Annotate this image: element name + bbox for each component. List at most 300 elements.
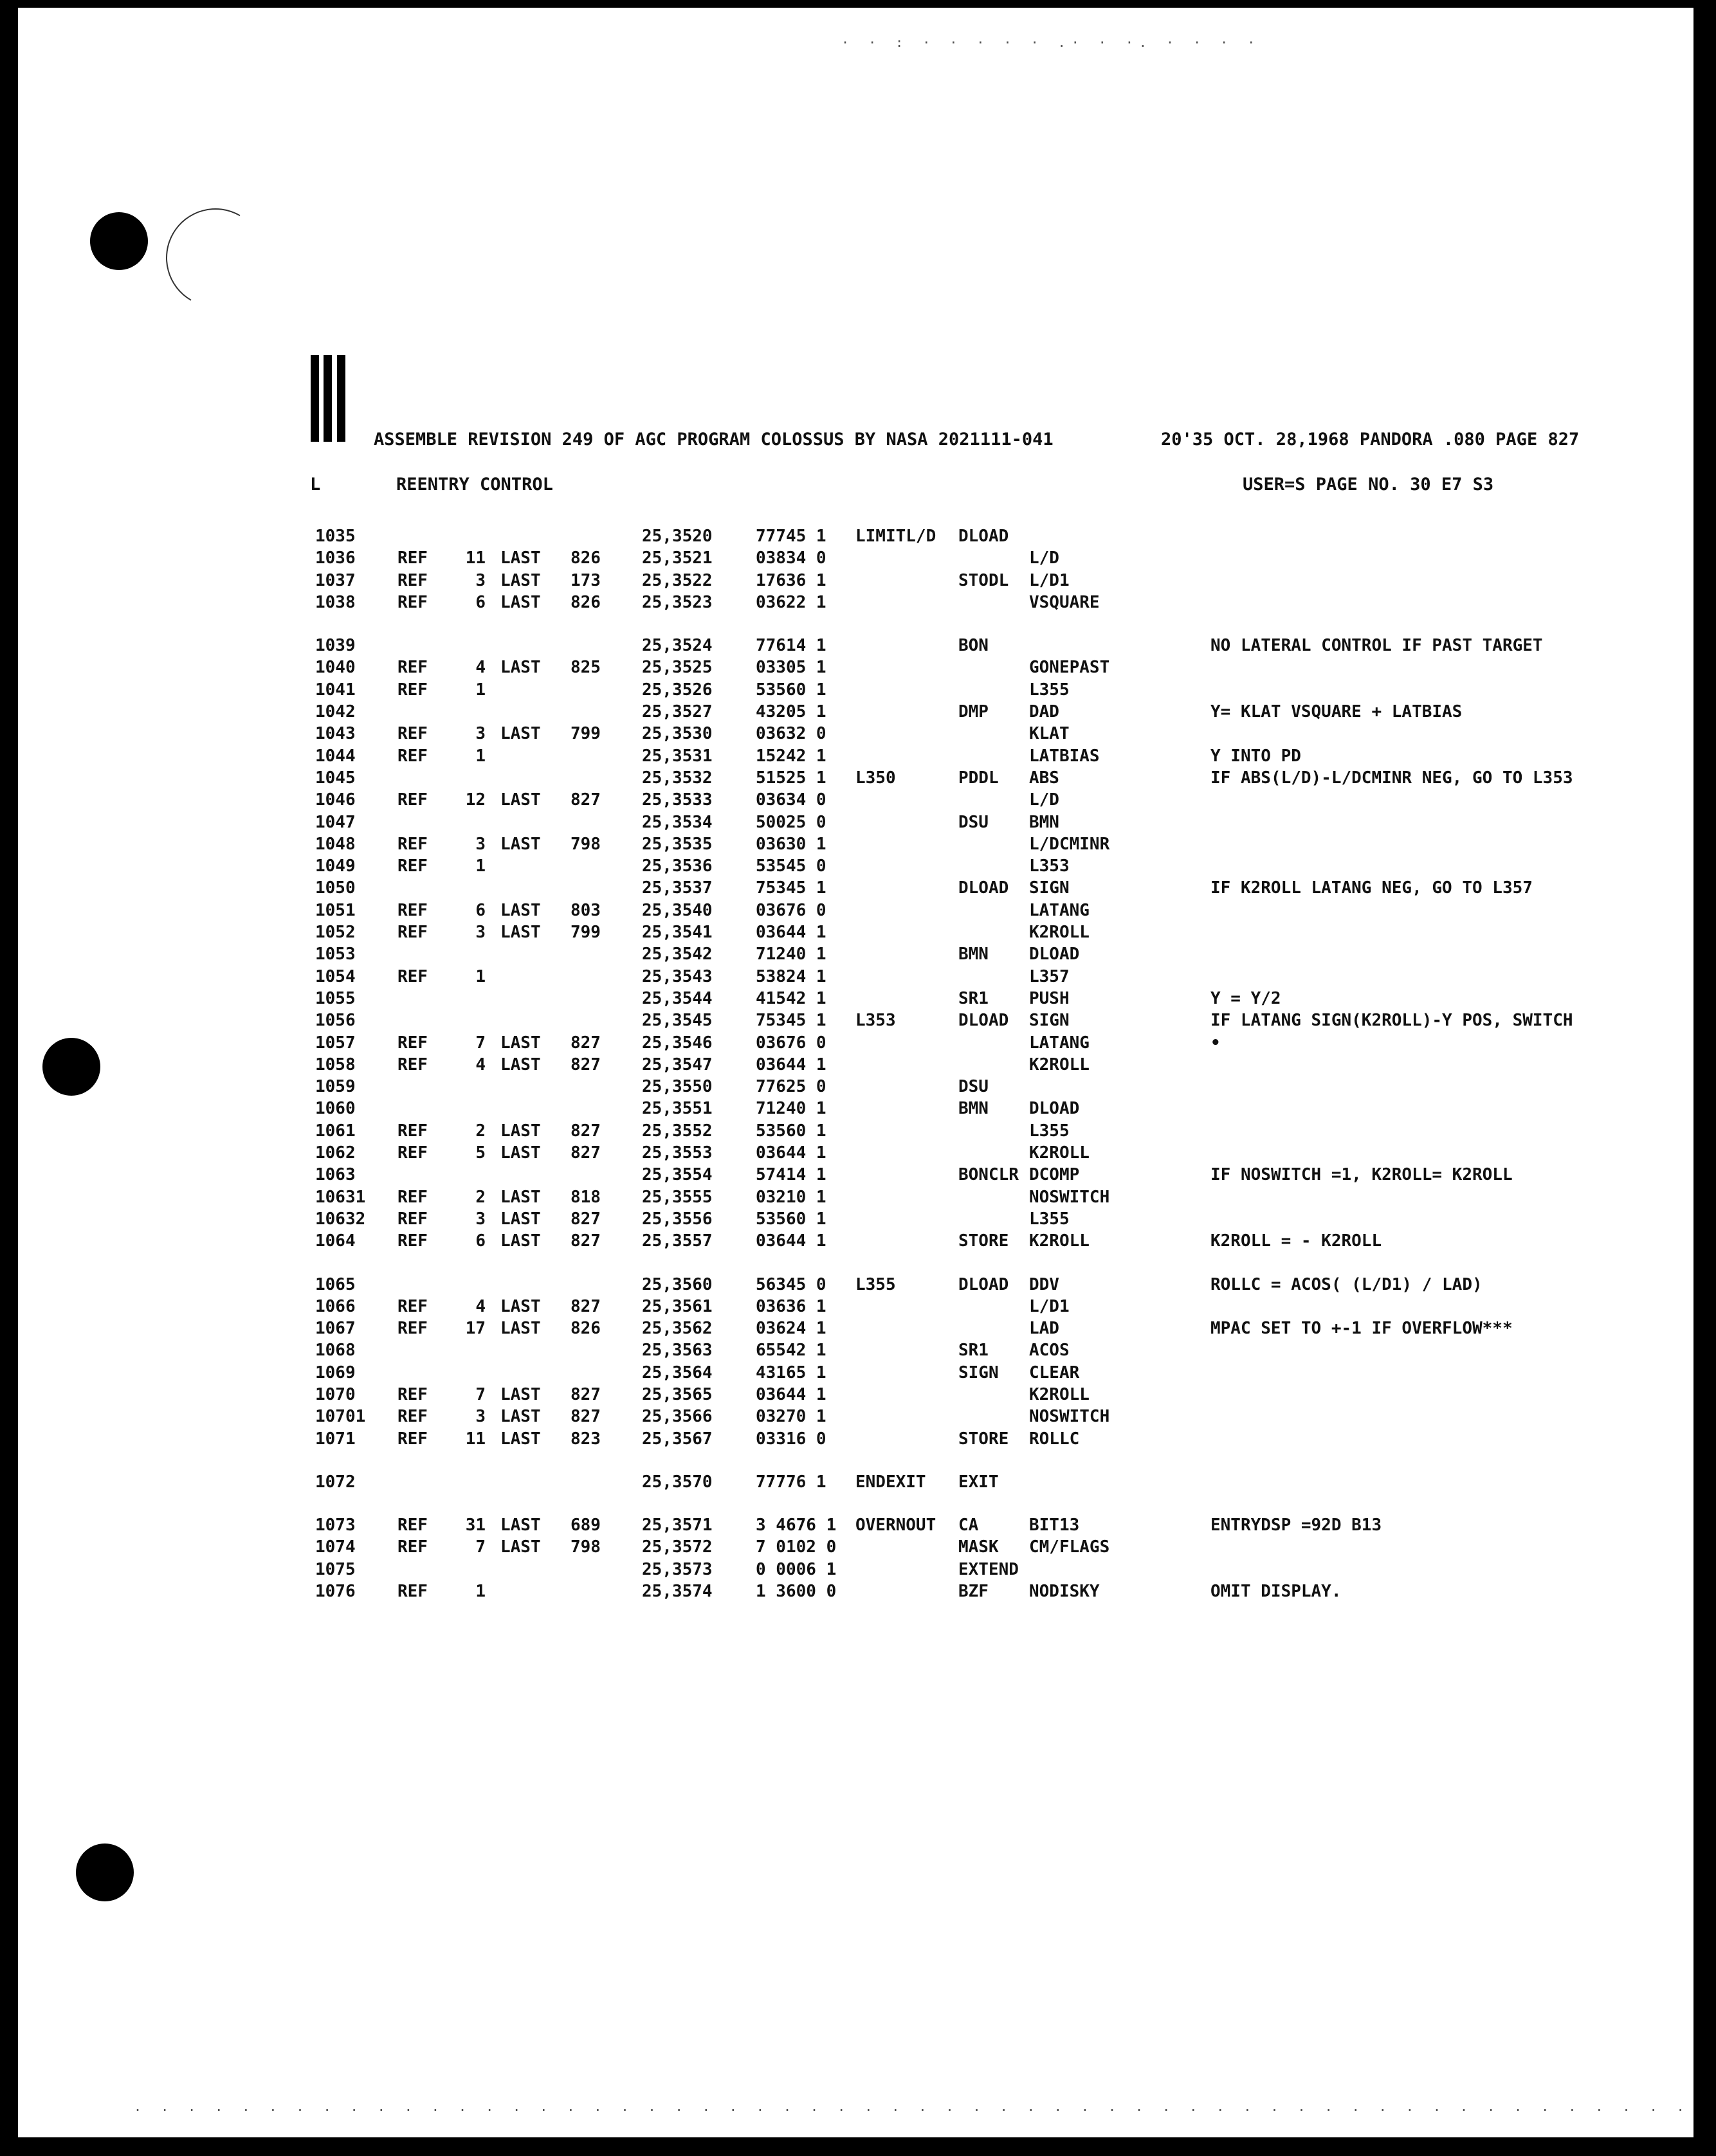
comment: OMIT DISPLAY. xyxy=(1210,1582,1342,1602)
address: 25,3540 xyxy=(642,900,713,920)
line-number: 1062 xyxy=(315,1143,356,1163)
operand: VSQUARE xyxy=(1029,592,1100,612)
operand: KLAT xyxy=(1029,724,1070,744)
last-page: 827 xyxy=(570,1231,601,1251)
opcode: BMN xyxy=(958,945,989,965)
line-number: 1049 xyxy=(315,856,356,876)
address: 25,3556 xyxy=(642,1209,713,1229)
comment: ENTRYDSP =92D B13 xyxy=(1210,1516,1382,1535)
ref-count: 12 xyxy=(465,790,486,810)
line-number: 1053 xyxy=(315,945,356,965)
last-keyword: LAST xyxy=(500,1055,541,1074)
opcode: BMN xyxy=(958,1099,989,1119)
opcode: EXIT xyxy=(958,1472,999,1492)
operand: GONEPAST xyxy=(1029,658,1110,678)
line-number: 1071 xyxy=(315,1429,356,1449)
octal-word: 56345 0 xyxy=(756,1274,826,1294)
operand: LATANG xyxy=(1029,1033,1090,1053)
address: 25,3544 xyxy=(642,988,713,1008)
operand: SIGN xyxy=(1029,878,1070,898)
line-number: 1054 xyxy=(315,966,356,986)
binder-bars xyxy=(307,355,359,445)
last-keyword: LAST xyxy=(500,1319,541,1339)
opcode: STORE xyxy=(958,1429,1009,1449)
operand: DLOAD xyxy=(1029,945,1080,965)
address: 25,3532 xyxy=(642,768,713,788)
address: 25,3547 xyxy=(642,1055,713,1074)
octal-word: 53824 1 xyxy=(756,966,826,986)
ref-keyword: REF xyxy=(397,1319,428,1339)
comment: Y INTO PD xyxy=(1210,746,1301,766)
octal-word: 03630 1 xyxy=(756,834,826,854)
last-page: 827 xyxy=(570,1407,601,1427)
ref-count: 1 xyxy=(475,856,486,876)
comment: IF NOSWITCH =1, K2ROLL= K2ROLL xyxy=(1210,1165,1513,1185)
octal-word: 03644 1 xyxy=(756,1384,826,1404)
line-number: 1059 xyxy=(315,1077,356,1097)
page-curl-mark xyxy=(155,197,277,319)
address: 25,3553 xyxy=(642,1143,713,1163)
octal-word: 77625 0 xyxy=(756,1077,826,1097)
ref-keyword: REF xyxy=(397,1231,428,1251)
address: 25,3520 xyxy=(642,527,713,546)
last-page: 823 xyxy=(570,1429,601,1449)
address: 25,3541 xyxy=(642,923,713,943)
address: 25,3561 xyxy=(642,1296,713,1316)
ref-keyword: REF xyxy=(397,856,428,876)
last-keyword: LAST xyxy=(500,1033,541,1053)
address: 25,3534 xyxy=(642,812,713,832)
octal-word: 03676 0 xyxy=(756,1033,826,1053)
operand: DCOMP xyxy=(1029,1165,1080,1185)
last-page: 173 xyxy=(570,570,601,590)
ref-count: 1 xyxy=(475,1582,486,1602)
octal-word: 75345 1 xyxy=(756,1011,826,1031)
octal-word: 53560 1 xyxy=(756,1121,826,1141)
octal-word: 03636 1 xyxy=(756,1296,826,1316)
ref-keyword: REF xyxy=(397,1033,428,1053)
scan-specks-top: · · : · · · · · .· · ·. · · · · xyxy=(841,35,1261,50)
ref-count: 3 xyxy=(475,1209,486,1229)
octal-word: 03834 0 xyxy=(756,548,826,568)
opcode: DLOAD xyxy=(958,1274,1009,1294)
line-number: 1066 xyxy=(315,1296,356,1316)
octal-word: 03676 0 xyxy=(756,900,826,920)
line-number: 1056 xyxy=(315,1011,356,1031)
line-number: 1061 xyxy=(315,1121,356,1141)
line-number: 1042 xyxy=(315,702,356,722)
last-page: 826 xyxy=(570,1319,601,1339)
address: 25,3564 xyxy=(642,1363,713,1382)
last-keyword: LAST xyxy=(500,900,541,920)
last-keyword: LAST xyxy=(500,1407,541,1427)
opcode: STODL xyxy=(958,570,1009,590)
last-page: 827 xyxy=(570,1384,601,1404)
address: 25,3557 xyxy=(642,1231,713,1251)
address: 25,3521 xyxy=(642,548,713,568)
octal-word: 7 0102 0 xyxy=(756,1537,837,1557)
address: 25,3537 xyxy=(642,878,713,898)
octal-word: 53560 1 xyxy=(756,680,826,700)
last-keyword: LAST xyxy=(500,1209,541,1229)
ref-keyword: REF xyxy=(397,834,428,854)
line-number: 1045 xyxy=(315,768,356,788)
octal-word: 71240 1 xyxy=(756,1099,826,1119)
opcode: BONCLR xyxy=(958,1165,1019,1185)
ref-count: 2 xyxy=(475,1187,486,1207)
line-number: 1035 xyxy=(315,527,356,546)
line-number: 1055 xyxy=(315,988,356,1008)
ref-keyword: REF xyxy=(397,680,428,700)
address: 25,3571 xyxy=(642,1516,713,1535)
last-page: 798 xyxy=(570,834,601,854)
line-number: 1070 xyxy=(315,1384,356,1404)
operand: L353 xyxy=(1029,856,1070,876)
octal-word: 3 4676 1 xyxy=(756,1516,837,1535)
ref-count: 3 xyxy=(475,923,486,943)
address: 25,3550 xyxy=(642,1077,713,1097)
octal-word: 03624 1 xyxy=(756,1319,826,1339)
address: 25,3552 xyxy=(642,1121,713,1141)
line-number: 1046 xyxy=(315,790,356,810)
opcode: DSU xyxy=(958,812,989,832)
operand: L357 xyxy=(1029,966,1070,986)
ref-count: 4 xyxy=(475,1296,486,1316)
address: 25,3530 xyxy=(642,724,713,744)
operand: DDV xyxy=(1029,1274,1059,1294)
octal-word: 03270 1 xyxy=(756,1407,826,1427)
ref-count: 3 xyxy=(475,724,486,744)
last-keyword: LAST xyxy=(500,1384,541,1404)
opcode: EXTEND xyxy=(958,1559,1019,1579)
last-keyword: LAST xyxy=(500,1187,541,1207)
punch-hole-middle xyxy=(42,1038,100,1096)
last-page: 827 xyxy=(570,1033,601,1053)
operand: NOSWITCH xyxy=(1029,1407,1110,1427)
address: 25,3522 xyxy=(642,570,713,590)
octal-word: 43165 1 xyxy=(756,1363,826,1382)
header-assembly-title: ASSEMBLE REVISION 249 OF AGC PROGRAM COLOSSUS BY NASA 2021111-041 xyxy=(374,430,1054,449)
octal-word: 77776 1 xyxy=(756,1472,826,1492)
line-number: 1051 xyxy=(315,900,356,920)
header-date-page: 20'35 OCT. 28,1968 PANDORA .080 PAGE 827 xyxy=(1161,430,1580,449)
ref-count: 6 xyxy=(475,592,486,612)
last-page: 827 xyxy=(570,1121,601,1141)
ref-count: 1 xyxy=(475,680,486,700)
opcode: BZF xyxy=(958,1582,989,1602)
last-page: 825 xyxy=(570,658,601,678)
ref-keyword: REF xyxy=(397,592,428,612)
punch-hole-bottom xyxy=(76,1843,134,1901)
line-number: 1043 xyxy=(315,724,356,744)
octal-word: 03632 0 xyxy=(756,724,826,744)
ref-keyword: REF xyxy=(397,1296,428,1316)
comment: Y = Y/2 xyxy=(1210,988,1281,1008)
operand: LAD xyxy=(1029,1319,1059,1339)
address: 25,3563 xyxy=(642,1341,713,1361)
ref-count: 3 xyxy=(475,834,486,854)
octal-word: 75345 1 xyxy=(756,878,826,898)
address: 25,3570 xyxy=(642,1472,713,1492)
ref-keyword: REF xyxy=(397,1429,428,1449)
last-page: 818 xyxy=(570,1187,601,1207)
octal-word: 03644 1 xyxy=(756,1055,826,1074)
ref-keyword: REF xyxy=(397,570,428,590)
header-section-title: REENTRY CONTROL xyxy=(396,475,553,494)
ref-keyword: REF xyxy=(397,1582,428,1602)
last-page: 827 xyxy=(570,1055,601,1074)
last-keyword: LAST xyxy=(500,570,541,590)
operand: L355 xyxy=(1029,680,1070,700)
octal-word: 03644 1 xyxy=(756,1143,826,1163)
opcode: PDDL xyxy=(958,768,999,788)
comment: IF ABS(L/D)-L/DCMINR NEG, GO TO L353 xyxy=(1210,768,1573,788)
operand: NODISKY xyxy=(1029,1582,1100,1602)
ref-count: 31 xyxy=(465,1516,486,1535)
operand: LATBIAS xyxy=(1029,746,1100,766)
octal-word: 1 3600 0 xyxy=(756,1582,837,1602)
last-page: 827 xyxy=(570,1296,601,1316)
operand: SIGN xyxy=(1029,1011,1070,1031)
punch-hole-top xyxy=(90,212,148,270)
opcode: DMP xyxy=(958,702,989,722)
ref-count: 11 xyxy=(465,548,486,568)
ref-count: 4 xyxy=(475,1055,486,1074)
ref-keyword: REF xyxy=(397,1537,428,1557)
line-number: 1072 xyxy=(315,1472,356,1492)
last-keyword: LAST xyxy=(500,548,541,568)
operand: PUSH xyxy=(1029,988,1070,1008)
octal-word: 71240 1 xyxy=(756,945,826,965)
operand: L/D1 xyxy=(1029,570,1070,590)
last-page: 826 xyxy=(570,548,601,568)
last-keyword: LAST xyxy=(500,592,541,612)
octal-word: 15242 1 xyxy=(756,746,826,766)
scan-specks-bottom: . . . . . . . . . . . . . . . . . . . . . . . . . . . . . . . . . . . . . . . . . . . . . . . . . . . . . . . . . . xyxy=(134,2099,1690,2114)
line-number: 1073 xyxy=(315,1516,356,1535)
ref-count: 6 xyxy=(475,1231,486,1251)
ref-keyword: REF xyxy=(397,790,428,810)
operand: BIT13 xyxy=(1029,1516,1080,1535)
address: 25,3523 xyxy=(642,592,713,612)
last-keyword: LAST xyxy=(500,834,541,854)
ref-count: 4 xyxy=(475,658,486,678)
line-number: 1064 xyxy=(315,1231,356,1251)
octal-word: 03305 1 xyxy=(756,658,826,678)
line-number: 1058 xyxy=(315,1055,356,1074)
label: ENDEXIT xyxy=(855,1472,926,1492)
comment: K2ROLL = - K2ROLL xyxy=(1210,1231,1382,1251)
ref-keyword: REF xyxy=(397,1055,428,1074)
address: 25,3527 xyxy=(642,702,713,722)
line-number: 1074 xyxy=(315,1537,356,1557)
ref-count: 3 xyxy=(475,570,486,590)
line-number: 1040 xyxy=(315,658,356,678)
octal-word: 03634 0 xyxy=(756,790,826,810)
operand: BMN xyxy=(1029,812,1059,832)
last-page: 827 xyxy=(570,1209,601,1229)
operand: L/DCMINR xyxy=(1029,834,1110,854)
operand: L/D1 xyxy=(1029,1296,1070,1316)
last-keyword: LAST xyxy=(500,724,541,744)
operand: ABS xyxy=(1029,768,1059,788)
octal-word: 77745 1 xyxy=(756,527,826,546)
line-number: 1047 xyxy=(315,812,356,832)
comment: • xyxy=(1210,1033,1221,1053)
line-number: 1048 xyxy=(315,834,356,854)
operand: DAD xyxy=(1029,702,1059,722)
address: 25,3562 xyxy=(642,1319,713,1339)
ref-keyword: REF xyxy=(397,1384,428,1404)
octal-word: 03644 1 xyxy=(756,923,826,943)
last-page: 803 xyxy=(570,900,601,920)
operand: ACOS xyxy=(1029,1341,1070,1361)
ref-keyword: REF xyxy=(397,1516,428,1535)
last-page: 799 xyxy=(570,923,601,943)
operand: L355 xyxy=(1029,1121,1070,1141)
ref-count: 7 xyxy=(475,1537,486,1557)
last-page: 798 xyxy=(570,1537,601,1557)
octal-word: 43205 1 xyxy=(756,702,826,722)
comment: MPAC SET TO +-1 IF OVERFLOW*** xyxy=(1210,1319,1513,1339)
address: 25,3573 xyxy=(642,1559,713,1579)
operand: CM/FLAGS xyxy=(1029,1537,1110,1557)
operand: L/D xyxy=(1029,548,1059,568)
line-number: 1063 xyxy=(315,1165,356,1185)
address: 25,3526 xyxy=(642,680,713,700)
line-number: 1050 xyxy=(315,878,356,898)
octal-word: 03316 0 xyxy=(756,1429,826,1449)
last-keyword: LAST xyxy=(500,1143,541,1163)
operand: K2ROLL xyxy=(1029,923,1090,943)
address: 25,3531 xyxy=(642,746,713,766)
operand: DLOAD xyxy=(1029,1099,1080,1119)
last-page: 827 xyxy=(570,1143,601,1163)
address: 25,3554 xyxy=(642,1165,713,1185)
last-page: 827 xyxy=(570,790,601,810)
operand: K2ROLL xyxy=(1029,1231,1090,1251)
address: 25,3565 xyxy=(642,1384,713,1404)
octal-word: 53560 1 xyxy=(756,1209,826,1229)
last-keyword: LAST xyxy=(500,923,541,943)
octal-word: 50025 0 xyxy=(756,812,826,832)
line-number: 1039 xyxy=(315,636,356,656)
ref-keyword: REF xyxy=(397,966,428,986)
operand: LATANG xyxy=(1029,900,1090,920)
line-number: 1038 xyxy=(315,592,356,612)
address: 25,3555 xyxy=(642,1187,713,1207)
address: 25,3525 xyxy=(642,658,713,678)
last-keyword: LAST xyxy=(500,658,541,678)
ref-keyword: REF xyxy=(397,1121,428,1141)
line-number: 1037 xyxy=(315,570,356,590)
opcode: SR1 xyxy=(958,1341,989,1361)
address: 25,3574 xyxy=(642,1582,713,1602)
address: 25,3542 xyxy=(642,945,713,965)
address: 25,3535 xyxy=(642,834,713,854)
address: 25,3543 xyxy=(642,966,713,986)
operand: K2ROLL xyxy=(1029,1055,1090,1074)
line-number: 10631 xyxy=(315,1187,366,1207)
comment: IF K2ROLL LATANG NEG, GO TO L357 xyxy=(1210,878,1533,898)
last-keyword: LAST xyxy=(500,790,541,810)
last-keyword: LAST xyxy=(500,1537,541,1557)
line-number: 10701 xyxy=(315,1407,366,1427)
label: OVERNOUT xyxy=(855,1516,936,1535)
operand: K2ROLL xyxy=(1029,1143,1090,1163)
comment: NO LATERAL CONTROL IF PAST TARGET xyxy=(1210,636,1543,656)
address: 25,3566 xyxy=(642,1407,713,1427)
address: 25,3536 xyxy=(642,856,713,876)
ref-keyword: REF xyxy=(397,900,428,920)
octal-word: 0 0006 1 xyxy=(756,1559,837,1579)
last-keyword: LAST xyxy=(500,1516,541,1535)
comment: IF LATANG SIGN(K2ROLL)-Y POS, SWITCH xyxy=(1210,1011,1573,1031)
ref-count: 5 xyxy=(475,1143,486,1163)
listing-page xyxy=(18,8,1693,2137)
line-number: 10632 xyxy=(315,1209,366,1229)
opcode: BON xyxy=(958,636,989,656)
label: L350 xyxy=(855,768,896,788)
operand: NOSWITCH xyxy=(1029,1187,1110,1207)
last-page: 826 xyxy=(570,592,601,612)
ref-count: 1 xyxy=(475,746,486,766)
line-number: 1068 xyxy=(315,1341,356,1361)
label: L353 xyxy=(855,1011,896,1031)
opcode: MASK xyxy=(958,1537,999,1557)
octal-word: 03644 1 xyxy=(756,1231,826,1251)
opcode: DLOAD xyxy=(958,1011,1009,1031)
last-keyword: LAST xyxy=(500,1121,541,1141)
octal-word: 03210 1 xyxy=(756,1187,826,1207)
ref-keyword: REF xyxy=(397,746,428,766)
opcode: DSU xyxy=(958,1077,989,1097)
label: L355 xyxy=(855,1274,896,1294)
ref-count: 7 xyxy=(475,1384,486,1404)
address: 25,3560 xyxy=(642,1274,713,1294)
ref-count: 1 xyxy=(475,966,486,986)
header-user-page: USER=S PAGE NO. 30 E7 S3 xyxy=(1243,475,1494,494)
operand: L/D xyxy=(1029,790,1059,810)
comment: ROLLC = ACOS( (L/D1) / LAD) xyxy=(1210,1274,1483,1294)
last-keyword: LAST xyxy=(500,1429,541,1449)
line-number: 1036 xyxy=(315,548,356,568)
ref-keyword: REF xyxy=(397,1187,428,1207)
octal-word: 57414 1 xyxy=(756,1165,826,1185)
opcode: DLOAD xyxy=(958,878,1009,898)
address: 25,3572 xyxy=(642,1537,713,1557)
ref-count: 11 xyxy=(465,1429,486,1449)
header-marker: L xyxy=(310,475,321,494)
line-number: 1069 xyxy=(315,1363,356,1382)
octal-word: 51525 1 xyxy=(756,768,826,788)
ref-keyword: REF xyxy=(397,1209,428,1229)
ref-count: 3 xyxy=(475,1407,486,1427)
operand: CLEAR xyxy=(1029,1363,1080,1382)
address: 25,3551 xyxy=(642,1099,713,1119)
ref-count: 17 xyxy=(465,1319,486,1339)
address: 25,3567 xyxy=(642,1429,713,1449)
line-number: 1060 xyxy=(315,1099,356,1119)
address: 25,3545 xyxy=(642,1011,713,1031)
ref-keyword: REF xyxy=(397,1143,428,1163)
opcode: DLOAD xyxy=(958,527,1009,546)
last-keyword: LAST xyxy=(500,1296,541,1316)
line-number: 1052 xyxy=(315,923,356,943)
ref-keyword: REF xyxy=(397,548,428,568)
octal-word: 65542 1 xyxy=(756,1341,826,1361)
line-number: 1065 xyxy=(315,1274,356,1294)
